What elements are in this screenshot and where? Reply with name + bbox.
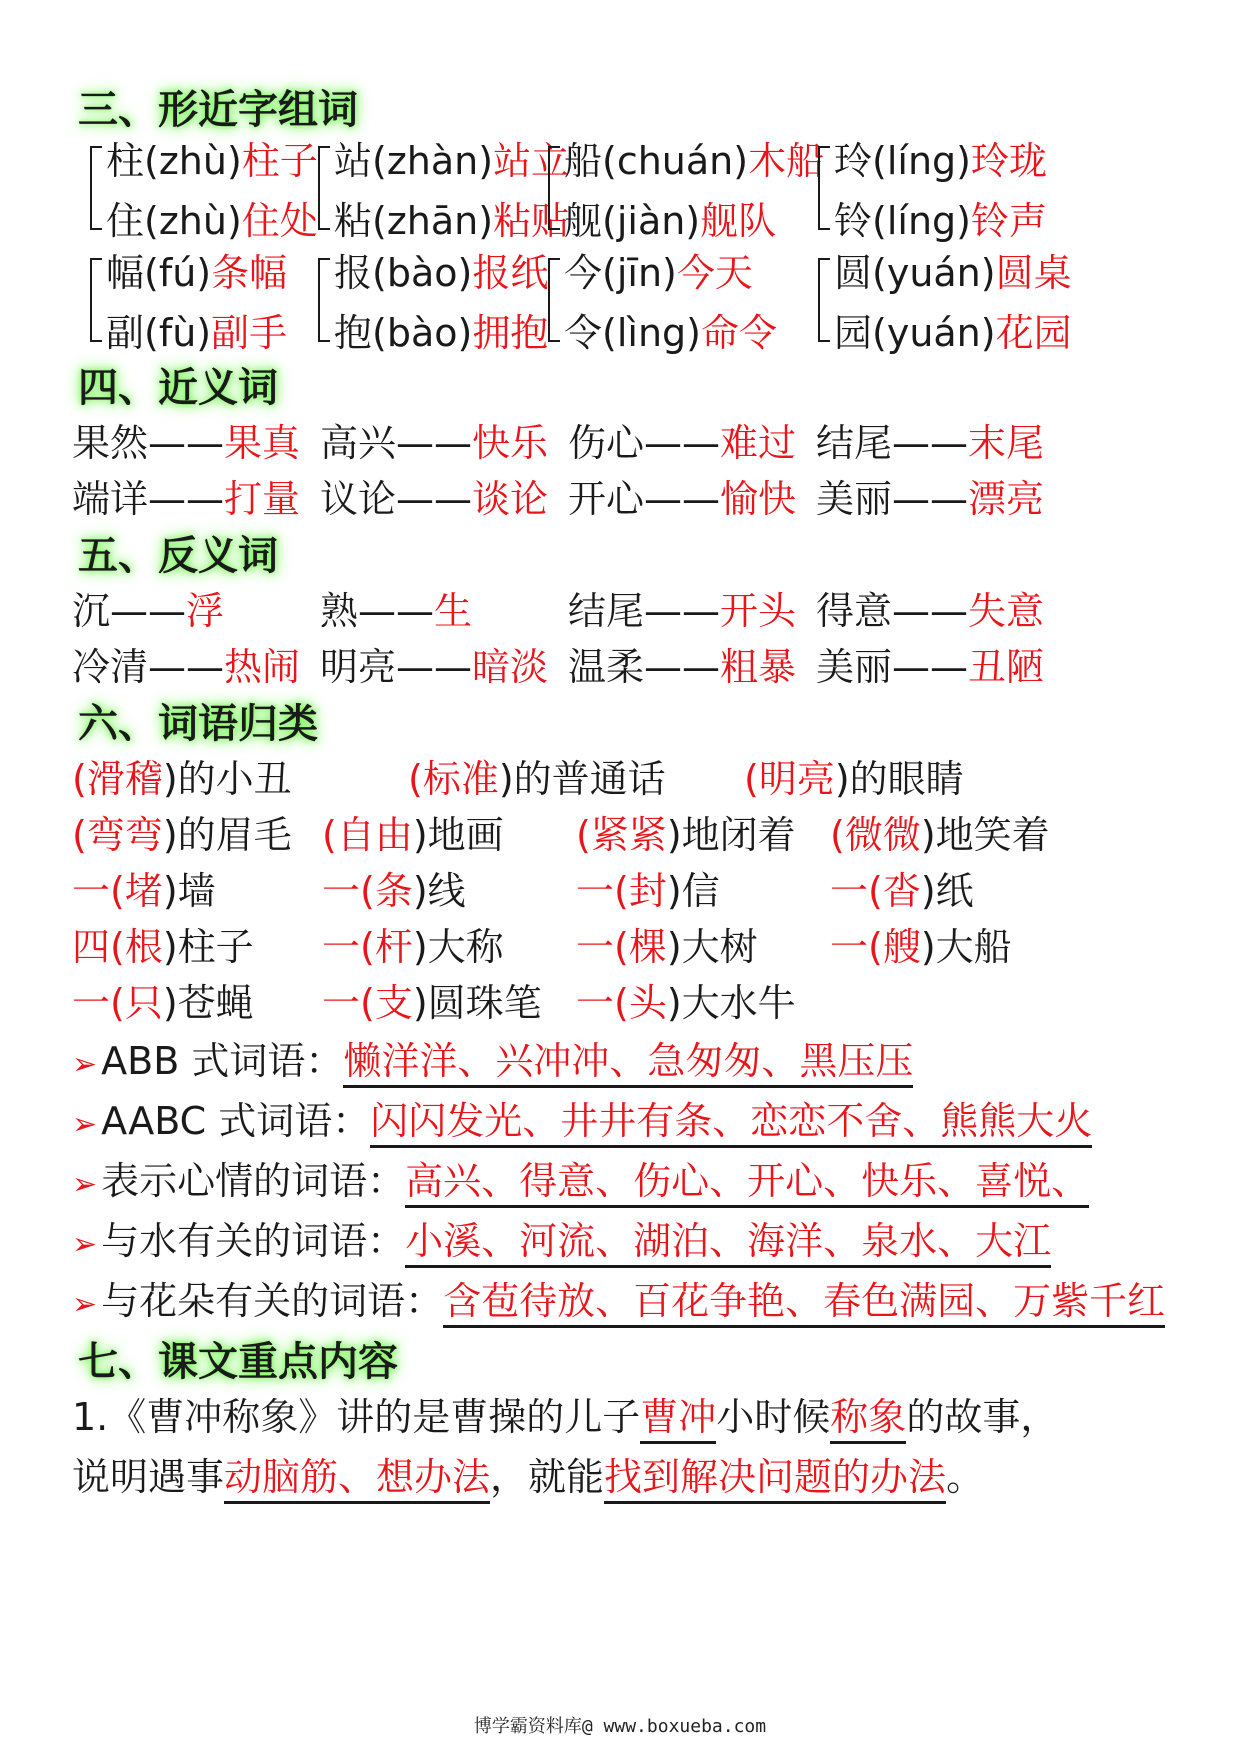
blank-answer: 只	[124, 981, 163, 1025]
p2-answer2: 找到解决问题的办法	[604, 1455, 946, 1504]
category-answer: 小溪、河流、湖泊、海洋、泉水、大江	[405, 1219, 1051, 1268]
paren-open: (	[322, 813, 337, 857]
category-answer: 懒洋洋、兴冲冲、急匆匆、黑压压	[343, 1039, 913, 1088]
word-answer: 粗暴	[720, 645, 797, 689]
paren-open: (	[830, 813, 845, 857]
sec4-row	[72, 412, 1172, 472]
phrase-rest: )大称	[412, 925, 504, 969]
word-answer: 柱子	[241, 139, 318, 183]
p2-text3: 。	[946, 1455, 985, 1499]
word-answer: 粘贴	[493, 199, 570, 243]
word-answer: 副手	[211, 311, 288, 355]
phrase-rest: )苍蝇	[162, 981, 254, 1025]
p1-text1: 1.《曹冲称象》讲的是曹操的儿子	[72, 1395, 641, 1439]
word-category	[72, 1270, 1165, 1325]
bracket-shape	[318, 146, 330, 230]
word: 明亮——	[320, 645, 473, 689]
word-category	[72, 1090, 1092, 1145]
word-pair	[568, 636, 796, 691]
paren-open: 一(	[322, 925, 375, 969]
char-pinyin: 副(fù)	[106, 311, 212, 355]
word-pair	[816, 468, 1044, 523]
p1-text3: 的故事，	[906, 1395, 1059, 1439]
char-pinyin: 今(jīn)	[564, 251, 677, 295]
word: 开心——	[568, 477, 721, 521]
pair-line	[106, 242, 287, 297]
char-pinyin: 园(yuán)	[834, 311, 996, 355]
phrase-rest: )的普通话	[498, 757, 666, 801]
blank-answer: 头	[628, 981, 667, 1025]
blank-answer: 根	[124, 925, 163, 969]
pair-line	[834, 130, 1047, 185]
bracket-shape	[548, 146, 560, 230]
char-pinyin: 柱(zhù)	[106, 139, 242, 183]
pair-line	[564, 130, 824, 185]
bracket-shape	[818, 258, 830, 342]
char-pinyin: 幅(fú)	[106, 251, 212, 295]
word-pair	[816, 636, 1044, 691]
word: 美丽——	[816, 477, 969, 521]
word-answer: 铃声	[970, 199, 1047, 243]
category-label: 与花朵有关的词语：	[101, 1279, 444, 1323]
word-answer: 果真	[224, 421, 301, 465]
pair-line	[834, 242, 1072, 297]
word-answer: 快乐	[472, 421, 549, 465]
word-pair	[72, 636, 300, 691]
section4-title: 四、近义词	[78, 365, 278, 411]
word-answer: 条幅	[211, 251, 288, 295]
bracket-shape	[90, 258, 102, 342]
word-category	[72, 1030, 913, 1085]
word-answer: 失意	[968, 589, 1045, 633]
sec5-row	[72, 580, 1172, 640]
category-label: 表示心情的词语：	[101, 1159, 406, 1203]
paren-open: 一(	[72, 981, 125, 1025]
phrase-rest: )地笑着	[920, 813, 1050, 857]
paren-open: (	[744, 757, 759, 801]
sec6-row5	[72, 972, 1172, 1032]
word-category	[72, 1150, 1089, 1205]
word: 伤心——	[568, 421, 721, 465]
paren-open: (	[576, 813, 591, 857]
word-pair	[72, 412, 300, 467]
fill-blank-phrase	[744, 748, 964, 803]
pair-line	[564, 302, 777, 357]
sec6-row2	[72, 804, 1172, 864]
section6-title: 六、词语归类	[78, 701, 318, 747]
fill-blank-phrase	[72, 972, 254, 1027]
char-pinyin: 铃(líng)	[834, 199, 971, 243]
phrase-rest: )圆珠笔	[412, 981, 542, 1025]
blank-answer: 支	[374, 981, 413, 1025]
paren-open: 四(	[72, 925, 125, 969]
footer-watermark: 博学霸资料库@ www.boxueba.com	[473, 1716, 767, 1737]
pair-line	[334, 302, 548, 357]
pair-line	[564, 242, 753, 297]
word: 结尾——	[568, 589, 721, 633]
char-pinyin: 粘(zhān)	[334, 199, 494, 243]
paren-open: (	[408, 757, 423, 801]
fill-blank-phrase	[576, 860, 720, 915]
p2-answer1: 动脑筋、想办法	[224, 1455, 490, 1504]
word-answer: 生	[434, 589, 473, 633]
p1-answer2: 称象	[830, 1395, 906, 1444]
arrow-bullet-icon: ➢	[72, 1047, 98, 1082]
fill-blank-phrase	[322, 860, 466, 915]
fill-blank-phrase	[830, 916, 1012, 971]
word-pair	[568, 580, 796, 635]
blank-answer: 堵	[124, 869, 163, 913]
char-pinyin: 船(chuán)	[564, 139, 749, 183]
sec6-row3	[72, 860, 1172, 920]
fill-blank-phrase	[322, 972, 542, 1027]
paren-open: 一(	[576, 925, 629, 969]
pair-line	[564, 190, 776, 245]
word: 高兴——	[320, 421, 473, 465]
pair-line	[106, 190, 318, 245]
category-answer: 闪闪发光、井井有条、恋恋不舍、熊熊大火	[370, 1099, 1092, 1148]
word: 端详——	[72, 477, 225, 521]
sec6-row4	[72, 916, 1172, 976]
arrow-bullet-icon: ➢	[72, 1227, 98, 1262]
fill-blank-phrase	[408, 748, 666, 803]
phrase-rest: )信	[666, 869, 720, 913]
word-pair	[816, 580, 1044, 635]
word-pair	[568, 412, 796, 467]
section5-title: 五、反义词	[78, 533, 278, 579]
word-answer: 报纸	[472, 251, 549, 295]
fill-blank-phrase	[576, 972, 796, 1027]
char-pinyin: 抱(bào)	[334, 311, 473, 355]
bracket-shape	[548, 258, 560, 342]
word-answer: 难过	[720, 421, 797, 465]
arrow-bullet-icon: ➢	[72, 1167, 98, 1202]
paren-open: (	[72, 813, 87, 857]
char-pinyin: 玲(líng)	[834, 139, 971, 183]
blank-answer: 条	[374, 869, 413, 913]
word-answer: 打量	[224, 477, 301, 521]
word-answer: 漂亮	[968, 477, 1045, 521]
p2-text2: ，就能	[490, 1455, 605, 1499]
blank-answer: 标准	[422, 757, 499, 801]
phrase-rest: )线	[412, 869, 466, 913]
p1-text2: 小时候	[716, 1395, 831, 1439]
word: 果然——	[72, 421, 225, 465]
word: 结尾——	[816, 421, 969, 465]
phrase-rest: )地画	[412, 813, 504, 857]
word-answer: 暗淡	[472, 645, 549, 689]
paren-open: 一(	[322, 981, 375, 1025]
word: 冷清——	[72, 645, 225, 689]
word-answer: 圆桌	[995, 251, 1072, 295]
phrase-rest: )大水牛	[666, 981, 796, 1025]
paren-open: 一(	[72, 869, 125, 913]
blank-answer: 自由	[336, 813, 413, 857]
lesson-paragraph-1	[72, 1386, 1058, 1441]
blank-answer: 微微	[844, 813, 921, 857]
word-answer: 木船	[748, 139, 825, 183]
blank-answer: 紧紧	[590, 813, 667, 857]
p1-answer1: 曹冲	[640, 1395, 716, 1444]
arrow-bullet-icon: ➢	[72, 1287, 98, 1322]
word-pair	[72, 468, 300, 523]
word-answer: 命令	[700, 311, 777, 355]
word-answer: 住处	[241, 199, 318, 243]
char-pinyin: 报(bào)	[334, 251, 473, 295]
fill-blank-phrase	[576, 804, 796, 859]
paren-open: 一(	[830, 925, 883, 969]
paren-open: 一(	[576, 869, 629, 913]
word: 熟——	[320, 589, 435, 633]
phrase-rest: )的眉毛	[162, 813, 292, 857]
pair-line	[834, 190, 1047, 245]
fill-blank-phrase	[72, 916, 254, 971]
blank-answer: 弯弯	[86, 813, 163, 857]
fill-blank-phrase	[72, 748, 292, 803]
blank-answer: 封	[628, 869, 667, 913]
word-pair	[816, 412, 1044, 467]
pair-line	[106, 130, 318, 185]
category-label: ABB 式词语：	[101, 1039, 344, 1083]
word-answer: 末尾	[968, 421, 1045, 465]
word-pair	[72, 580, 224, 635]
bracket-shape	[818, 146, 830, 230]
blank-answer: 沓	[882, 869, 921, 913]
pair-line	[834, 302, 1072, 357]
word-answer: 开头	[720, 589, 797, 633]
word-answer: 花园	[995, 311, 1072, 355]
pair-line	[334, 242, 548, 297]
word-answer: 热闹	[224, 645, 301, 689]
fill-blank-phrase	[322, 916, 504, 971]
word-answer: 谈论	[472, 477, 549, 521]
blank-answer: 杆	[374, 925, 413, 969]
fill-blank-phrase	[72, 860, 216, 915]
phrase-rest: )大树	[666, 925, 758, 969]
fill-blank-phrase	[830, 860, 974, 915]
word-pair	[568, 468, 796, 523]
word-answer: 拥抱	[472, 311, 549, 355]
char-pinyin: 站(zhàn)	[334, 139, 494, 183]
word-answer: 站立	[493, 139, 570, 183]
word-pair	[320, 580, 472, 635]
bracket-shape	[90, 146, 102, 230]
phrase-rest: )大船	[920, 925, 1012, 969]
blank-answer: 滑稽	[86, 757, 163, 801]
sec5-row	[72, 636, 1172, 696]
word: 美丽——	[816, 645, 969, 689]
blank-answer: 棵	[628, 925, 667, 969]
phrase-rest: )柱子	[162, 925, 254, 969]
word-pair	[320, 412, 548, 467]
phrase-rest: )的小丑	[162, 757, 292, 801]
pair-line	[106, 302, 287, 357]
sec6-row1	[72, 748, 1172, 808]
lesson-paragraph-2	[72, 1446, 984, 1501]
pair-line	[334, 190, 569, 245]
category-answer: 高兴、得意、伤心、开心、快乐、喜悦、	[405, 1159, 1089, 1208]
fill-blank-phrase	[72, 804, 292, 859]
fill-blank-phrase	[322, 804, 504, 859]
word-pair	[320, 636, 548, 691]
fill-blank-phrase	[830, 804, 1050, 859]
pair-line	[334, 130, 569, 185]
phrase-rest: )墙	[162, 869, 216, 913]
paren-open: 一(	[830, 869, 883, 913]
category-label: 与水有关的词语：	[101, 1219, 406, 1263]
blank-answer: 艘	[882, 925, 921, 969]
blank-answer: 明亮	[758, 757, 835, 801]
phrase-rest: )纸	[920, 869, 974, 913]
arrow-bullet-icon: ➢	[72, 1107, 98, 1142]
section3-title: 三、形近字组词	[78, 87, 358, 133]
word: 温柔——	[568, 645, 721, 689]
section7-title: 七、课文重点内容	[78, 1339, 398, 1385]
word-answer: 舰队	[700, 199, 777, 243]
char-pinyin: 住(zhù)	[106, 199, 242, 243]
word-pair	[320, 468, 548, 523]
paren-open: 一(	[576, 981, 629, 1025]
word: 议论——	[320, 477, 473, 521]
sec4-row	[72, 468, 1172, 528]
paren-open: 一(	[322, 869, 375, 913]
fill-blank-phrase	[576, 916, 758, 971]
word-category	[72, 1210, 1051, 1265]
phrase-rest: )地闭着	[666, 813, 796, 857]
p2-text1: 说明遇事	[72, 1455, 225, 1499]
char-pinyin: 令(lìng)	[564, 311, 701, 355]
word-answer: 丑陋	[968, 645, 1045, 689]
char-pinyin: 舰(jiàn)	[564, 199, 701, 243]
phrase-rest: )的眼睛	[834, 757, 964, 801]
word-answer: 浮	[186, 589, 225, 633]
word-answer: 愉快	[720, 477, 797, 521]
word: 沉——	[72, 589, 187, 633]
paren-open: (	[72, 757, 87, 801]
bracket-shape	[318, 258, 330, 342]
word-answer: 玲珑	[970, 139, 1047, 183]
char-pinyin: 圆(yuán)	[834, 251, 996, 295]
category-answer: 含苞待放、百花争艳、春色满园、万紫千红	[443, 1279, 1165, 1328]
category-label: AABC 式词语：	[101, 1099, 371, 1143]
word-answer: 今天	[676, 251, 753, 295]
word: 得意——	[816, 589, 969, 633]
